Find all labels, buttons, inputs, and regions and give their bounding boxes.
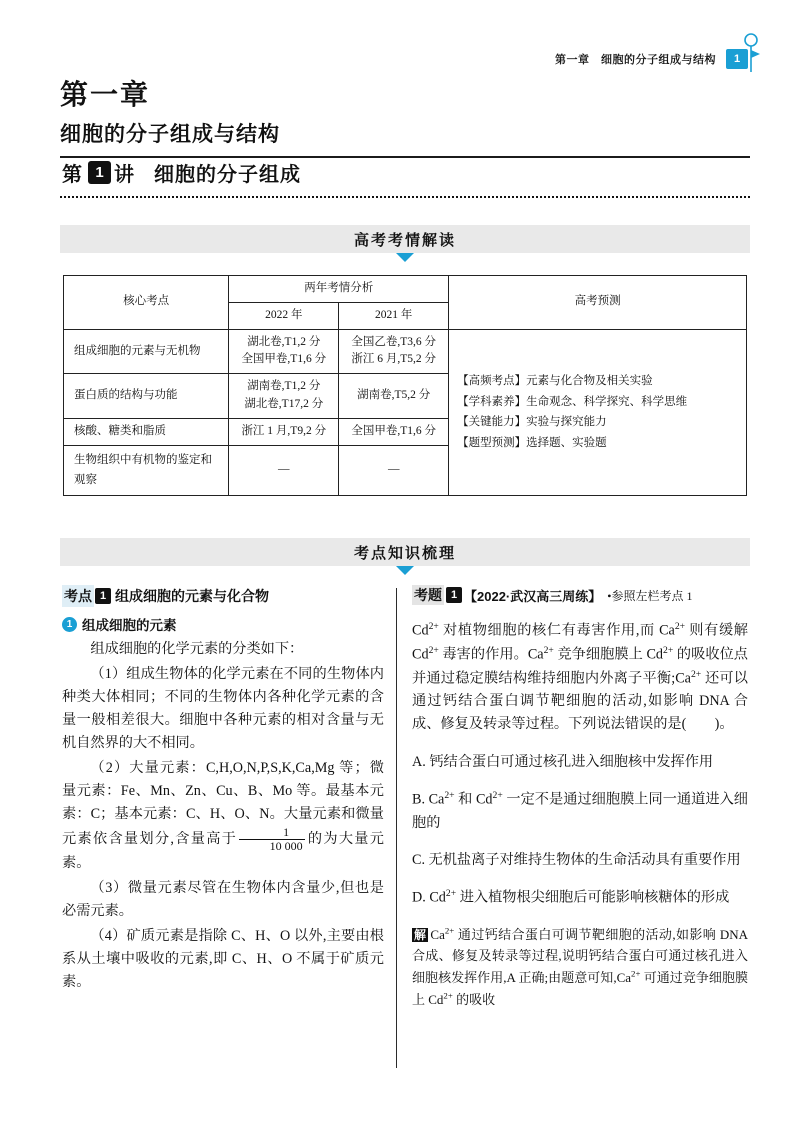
table-header-row-1 xyxy=(64,276,747,303)
paragraph: （3）微量元素尽管在生物体内含量少,但也是必需元素。 xyxy=(62,880,384,920)
column-divider xyxy=(396,588,397,1068)
header-prediction: 高考预测 xyxy=(449,276,747,330)
row2-core: 蛋白质的结构与功能 xyxy=(64,374,229,419)
paragraph: 组成细胞的化学元素的分类如下： xyxy=(90,641,304,657)
question-source: 【2022·武汉高三周练】 xyxy=(464,588,602,604)
prediction-tag-3: 【关键能力】 xyxy=(457,416,527,429)
section-banner-knowledge-label: 考点知识梳理 xyxy=(353,544,456,562)
answer-explanation xyxy=(412,924,748,1011)
answer-text: $Ca^{2+}$ 通过钙结合蛋白可调节靶细胞的活动,如影响 DNA 合成、修复及转录等过程,说明钙结合蛋白可通过核孔进入细胞核发挥作用,A 正确;由题意可知$,Ca^{2+}$ 可通过竞争细胞膜上 $Cd^{2+}$ 的吸收 xyxy=(412,925,748,1008)
paragraph: （4）矿质元素是指除 C、H、O 以外,主要由根系从土壤中吸收的元素,即 C、H、O 不属于矿质元素。 xyxy=(62,928,384,991)
question-cross-reference: •参照左栏考点 1 xyxy=(607,588,693,603)
chapter-heading xyxy=(60,78,750,158)
banner-arrow-icon xyxy=(396,566,414,575)
row2-2022-line1: 湖南卷,T1,2 分 xyxy=(247,380,321,393)
row1-2021 xyxy=(339,329,449,374)
lecture-suffix: 讲 xyxy=(114,164,134,186)
row3-2022: 浙江 1 月,T9,2 分 xyxy=(229,418,339,445)
row1-2022 xyxy=(229,329,339,374)
chapter-number: 第一章 xyxy=(60,79,151,110)
lecture-prefix: 第 xyxy=(62,164,82,186)
chapter-title: 细胞的分子组成与结构 xyxy=(60,122,280,146)
row1-2021-line1: 全国乙卷,T3,6 分 xyxy=(351,335,437,348)
row1-core: 组成细胞的元素与无机物 xyxy=(64,329,229,374)
prediction-cell xyxy=(449,329,747,495)
fraction-denominator: 10 000 xyxy=(269,838,303,853)
row4-2021: — xyxy=(339,445,449,495)
lecture-heading xyxy=(62,158,301,187)
prediction-tag-2: 【学科素养】 xyxy=(457,395,527,408)
page-number: 1 xyxy=(726,49,748,69)
row4-core: 生物组织中有机物的鉴定和观察 xyxy=(64,445,229,495)
row3-2021: 全国甲卷,T1,6 分 xyxy=(339,418,449,445)
subsection-title: 组成细胞的元素 xyxy=(82,618,177,633)
kaodian-title: 组成细胞的元素与化合物 xyxy=(115,588,269,604)
row2-2021: 湖南卷,T5,2 分 xyxy=(339,374,449,419)
paragraph: （1）组成生物体的化学元素在不同的生物体内种类大体相同；不同的生物体内各种化学元素的含量一般相差很大。细胞中各种元素的相对含量与无机自然界的大不相同。 xyxy=(62,666,384,751)
subsection-number-badge: 1 xyxy=(62,617,77,632)
header-core-kaodian: 核心考点 xyxy=(64,276,229,330)
row1-2022-line1: 湖北卷,T1,2 分 xyxy=(247,335,321,348)
prediction-text-2: 生命观念、科学探究、科学思维 xyxy=(526,395,688,408)
lecture-number-badge: 1 xyxy=(88,161,111,184)
row1-2021-line2: 浙江 6 月,T5,2 分 xyxy=(351,353,437,366)
header-year-2022: 2022 年 xyxy=(229,302,339,329)
prediction-line-1 xyxy=(457,371,738,391)
fraction-tail-text: 的为大量元素。 xyxy=(62,831,384,872)
kaodian-heading xyxy=(62,585,384,607)
kaodian-label: 考点 xyxy=(62,585,94,607)
question-number-badge: 1 xyxy=(446,587,462,603)
exam-analysis-table xyxy=(63,275,747,496)
header-two-year: 两年考情分析 xyxy=(229,276,449,303)
section-banner-exam-analysis-label: 高考考情解读 xyxy=(353,231,456,249)
option-c: C. 无机盐离子对维持生物体的生命活动具有重要作用 xyxy=(412,851,741,868)
left-column xyxy=(62,585,384,996)
row2-2022-line2: 湖北卷,T17,2 分 xyxy=(244,398,324,411)
prediction-text-1: 元素与化合物及相关实验 xyxy=(526,375,653,388)
option-a: A. 钙结合蛋白可通过核孔进入细胞核中发挥作用 xyxy=(412,753,714,770)
section-banner-knowledge xyxy=(60,538,750,566)
prediction-text-3: 实验与探究能力 xyxy=(526,416,607,429)
answer-tag: 解 xyxy=(414,928,427,943)
header-year-2021: 2021 年 xyxy=(339,302,449,329)
right-column xyxy=(412,585,748,1024)
prediction-tag-1: 【高频考点】 xyxy=(457,375,527,388)
row2-2022 xyxy=(229,374,339,419)
fraction xyxy=(239,826,304,852)
row3-core: 核酸、糖类和脂质 xyxy=(64,418,229,445)
running-head-text: 第一章 细胞的分子组成与结构 xyxy=(555,54,716,66)
question-heading xyxy=(412,585,748,605)
bookmark-decoration-icon xyxy=(740,32,762,76)
kaodian-number-badge: 1 xyxy=(95,588,111,604)
prediction-line-4 xyxy=(457,433,738,453)
option-d: D. $Cd^{2+}$ 进入植物根尖细胞后可能影响核糖体的形成 xyxy=(412,887,730,906)
paragraph-with-fraction xyxy=(62,757,384,875)
subsection-heading xyxy=(62,614,384,634)
banner-arrow-icon xyxy=(396,253,414,262)
row4-2022: — xyxy=(229,445,339,495)
paragraph-text: （2）大量元素：C,H,O,N,P,S,K,Ca,Mg 等；微量元素：Fe、Mn、Zn、Cu、B、Mo 等。最基本元素：C；基本元素：C、H、O、N。大量元素和微量元素依含量划分,含量高于 xyxy=(62,760,384,847)
prediction-line-2 xyxy=(457,392,738,412)
option-b: B. $Ca^{2+}$ 和 $Cd^{2+}$ 一定不是通过细胞膜上同一通道进入细胞的 xyxy=(412,789,748,831)
question-label: 考题 xyxy=(414,587,442,603)
prediction-text-4: 选择题、实验题 xyxy=(526,436,607,449)
lecture-title: 细胞的分子组成 xyxy=(154,164,301,186)
fraction-numerator: 1 xyxy=(239,826,304,840)
dotted-divider xyxy=(60,196,750,198)
row1-2022-line2: 全国甲卷,T1,6 分 xyxy=(241,353,327,366)
question-stem: $Cd^{2+}$ 对植物细胞的核仁有毒害作用,而 $Ca^{2+}$ 则有缓解 $Cd^{2+}$ 毒害的作用。$Ca^{2+}$ 竞争细胞膜上 $Cd^{2+}$ 的吸收位点并通过稳定膜结构维持细胞内外离子平衡$;Ca^{2+}$ 还可以通过钙结合蛋白调节靶细胞的活动,如影响 DNA 合成、修复及转录等过程。下列说法错误的是( )。 xyxy=(412,621,748,733)
prediction-line-3 xyxy=(457,412,738,432)
section-banner-exam-analysis xyxy=(60,225,750,253)
table-row xyxy=(64,329,747,374)
prediction-tag-4: 【题型预测】 xyxy=(457,436,527,449)
running-head xyxy=(555,48,748,70)
